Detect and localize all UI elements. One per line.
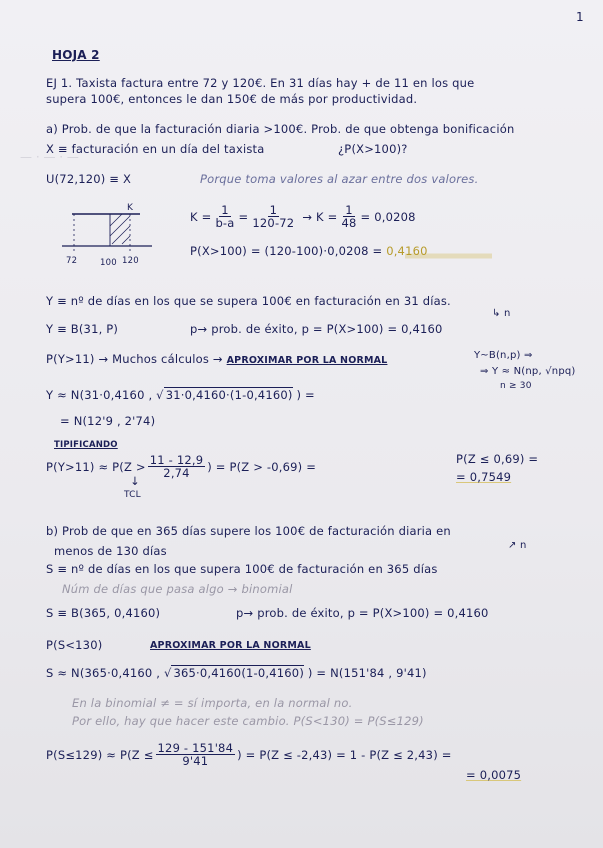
s-normal-sqrt: 365·0,4160(1-0,4160)	[173, 666, 305, 680]
s-final-fraction	[156, 742, 236, 767]
y-definition: Y ≡ nº de días en los que se supera 100€ en facturación en 31 días.	[46, 294, 451, 308]
s-normal-start: S ≈ N(365·0,4160 ,	[46, 666, 161, 680]
tip-mid: ) = P(Z > -0,69) =	[207, 459, 317, 474]
y-normal-result: = N(12'9 , 2'74)	[60, 414, 156, 428]
part-b-line-2: menos de 130 días	[54, 544, 167, 558]
y-binomial: Y ≡ B(31, P)	[46, 322, 119, 336]
k-f3-den: 48	[341, 216, 357, 230]
p100-expression	[190, 244, 428, 258]
graph-k-label: K	[127, 203, 134, 213]
y-approx-intro	[46, 352, 387, 366]
k-fraction-3	[339, 204, 358, 229]
s-final-line	[46, 742, 452, 767]
k-f3-num: 1	[345, 203, 353, 217]
y-normal-sqrt: 31·0,4160·(1-0,4160)	[165, 388, 293, 402]
part-a-line-1: a) Prob. de que la facturación diaria >100€. Prob. de que obtenga bonificación	[46, 122, 515, 136]
page-number: 1	[576, 10, 584, 24]
s-final-den: 9'41	[182, 754, 209, 768]
part-a-line-2: X ≡ facturación en un día del taxista	[46, 142, 265, 156]
p100-result: 0,4160	[386, 244, 428, 258]
tip-num: 11 - 12,9	[149, 453, 204, 467]
s-pencil-note-3: Por ello, hay que hacer este cambio. P(S<130) = P(S≤129)	[72, 714, 424, 728]
heading: HOJA 2	[52, 48, 100, 62]
tipificando-label: TIPIFICANDO	[54, 440, 118, 450]
s-normal-end: ) = N(151'84 , 9'41)	[307, 666, 427, 680]
part-a-question: ¿P(X>100)?	[338, 142, 408, 156]
approx-normal-label: APROXIMAR POR LA NORMAL	[226, 355, 388, 366]
tip-den: 2,74	[163, 466, 190, 480]
s-pencil-note: Núm de días que pasa algo → binomial	[62, 582, 293, 596]
y-approx-intro-text: P(Y>11) → Muchos cálculos →	[46, 352, 223, 366]
bleed-through-text: — · — · —	[20, 150, 79, 164]
tip-lhs: P(Y>11) ≈ P(Z >	[46, 459, 146, 474]
k-formula	[190, 204, 416, 229]
k-f1-den: b-a	[215, 216, 235, 230]
tip-result: = 0,7549	[456, 470, 512, 484]
s-less-than: P(S<130)	[46, 638, 103, 652]
s-definition: S ≡ nº de días en los que supera 100€ de facturación en 365 días	[46, 562, 438, 576]
p100-expr: P(X>100) = (120-100)·0,0208 =	[190, 244, 383, 258]
s-pencil-note-2: En la binomial ≠ = sí importa, en la normal no.	[72, 696, 353, 710]
k-fraction-2	[250, 204, 296, 229]
approx-rule-3: n ≥ 30	[500, 381, 532, 391]
approx-normal-label-2: APROXIMAR POR LA NORMAL	[150, 640, 311, 651]
k-fraction-1	[213, 204, 236, 229]
exercise-statement-line-1: EJ 1. Taxista factura entre 72 y 120€. En 31 días hay + de 11 en los que	[46, 76, 475, 90]
p-definition: p→ prob. de éxito, p = P(X>100) = 0,4160	[190, 322, 443, 336]
tcl-arrow: ↓	[130, 474, 140, 488]
k-f2-num: 1	[269, 203, 278, 217]
s-normal-approximation: S ≈ N(365·0,4160 , √ 365·0,4160(1-0,4160) ) = N(151'84 , 9'41)	[46, 666, 427, 680]
uniform-definition: U(72,120) ≡ X	[46, 172, 132, 186]
graph-tick-120: 120	[122, 256, 139, 266]
n-arrow-annotation-2: ↗ n	[508, 540, 527, 551]
tip-fraction	[148, 454, 206, 479]
s-final-mid: ) = P(Z ≤ -2,43) = 1 - P(Z ≤ 2,43) =	[237, 747, 452, 762]
s-final-lhs: P(S≤129) ≈ P(Z ≤	[46, 747, 154, 762]
n-arrow-annotation: ↳ n	[492, 308, 511, 319]
exercise-statement-line-2: supera 100€, entonces le dan 150€ de más por productividad.	[46, 92, 418, 106]
approx-rule-1: Y~B(n,p) ⇒	[474, 350, 533, 361]
y-normal-approximation: Y ≈ N(31·0,4160 , √ 31·0,4160·(1-0,4160) ) =	[46, 388, 315, 402]
k-f2-den: 120-72	[252, 216, 295, 230]
s-final-num: 129 - 151'84	[157, 741, 234, 755]
s-final-result: = 0,0075	[466, 768, 522, 782]
y-normal-start: Y ≈ N(31·0,4160 ,	[46, 388, 153, 402]
k-eq: =	[238, 209, 249, 224]
k-f1-num: 1	[221, 203, 229, 217]
k-value: = 0,0208	[360, 209, 416, 224]
s-binomial: S ≡ B(365, 0,4160)	[46, 606, 161, 620]
tip-right: P(Z ≤ 0,69) =	[456, 452, 539, 466]
approx-rule-2: ⇒ Y ≈ N(np, √npq)	[480, 366, 576, 377]
tcl-label: TCL	[124, 490, 141, 500]
k-lhs: K =	[190, 209, 212, 224]
s-p-definition: p→ prob. de éxito, p = P(X>100) = 0,4160	[236, 606, 489, 620]
graph-tick-72: 72	[66, 256, 78, 266]
standardization-line	[46, 454, 316, 479]
k-arrow: → K =	[302, 209, 338, 224]
y-normal-end: ) =	[296, 388, 315, 402]
part-b-line-1: b) Prob de que en 365 días supere los 100€ de facturación diaria en	[46, 524, 451, 538]
graph-tick-100: 100	[100, 258, 117, 268]
uniform-reason: Porque toma valores al azar entre dos valores.	[200, 172, 479, 186]
